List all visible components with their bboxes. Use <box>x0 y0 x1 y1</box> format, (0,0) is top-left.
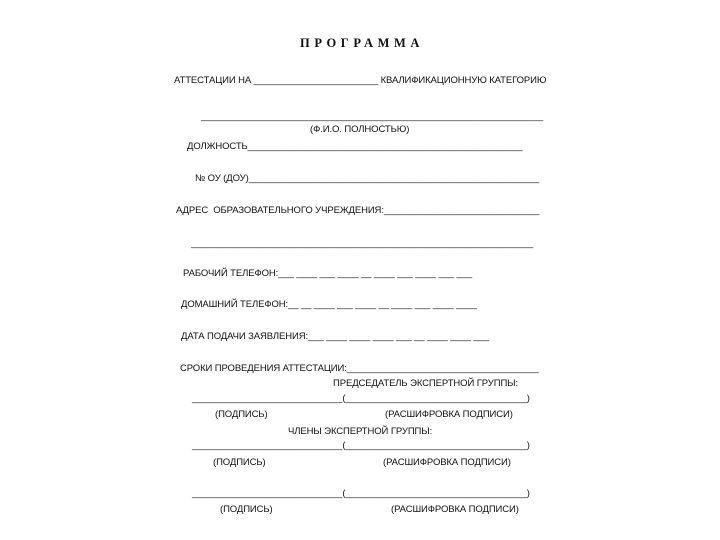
fio-blank-line: __________________________________________________________________ <box>201 111 544 122</box>
work-phone-line: РАБОЧИЙ ТЕЛЕФОН:___ ____ ___ ____ __ ____ ___ ____ ___ ___ <box>183 268 473 279</box>
member2-decoding-caption: (РАСШИФРОВКА ПОДПИСИ) <box>391 504 519 515</box>
member1-decoding-caption: (РАСШИФРОВКА ПОДПИСИ) <box>383 457 511 468</box>
members-label: ЧЛЕНЫ ЭКСПЕРТНОЙ ГРУППЫ: <box>288 426 433 437</box>
institution-address-line: АДРЕС ОБРАЗОВАТЕЛЬНОГО УЧРЕЖДЕНИЯ:______________________________ <box>176 205 540 216</box>
chairman-decoding-caption: (РАСШИФРОВКА ПОДПИСИ) <box>385 409 513 420</box>
attestation-terms-line: СРОКИ ПРОВЕДЕНИЯ АТТЕСТАЦИИ:_____________________________________ <box>180 363 539 374</box>
school-number-line: № ОУ (ДОУ)________________________________________________________ <box>195 173 539 184</box>
application-date-line: ДАТА ПОДАЧИ ЗАЯВЛЕНИЯ:___ ____ ____ ____ ___ __ ____ ____ ___ <box>181 331 490 342</box>
chairman-signature-caption: (ПОДПИСЬ) <box>215 409 268 420</box>
chairman-signature-line: _____________________________(___________________________________) <box>192 393 530 404</box>
attestation-category-line: АТТЕСТАЦИИ НА ________________________ КВАЛИФИКАЦИОННУЮ КАТЕГОРИЮ <box>174 75 547 86</box>
member2-signature-line: _____________________________(___________________________________) <box>192 488 530 499</box>
address-continuation-line: __________________________________________________________________ <box>191 238 534 249</box>
member2-signature-caption: (ПОДПИСЬ) <box>220 504 273 515</box>
chairman-label: ПРЕДСЕДАТЕЛЬ ЭКСПЕРТНОЙ ГРУППЫ: <box>333 378 519 389</box>
member1-signature-line: _____________________________(___________________________________) <box>192 440 530 451</box>
fio-caption: (Ф.И.О. ПОЛНОСТЬЮ) <box>310 124 410 135</box>
member1-signature-caption: (ПОДПИСЬ) <box>213 457 266 468</box>
document-title: ПРОГРАММА <box>300 36 425 50</box>
position-line: ДОЛЖНОСТЬ_____________________________________________________ <box>187 141 523 152</box>
home-phone-line: ДОМАШНИЙ ТЕЛЕФОН:__ __ ____ ___ ____ __ ____ ___ ____ ____ <box>181 299 477 310</box>
